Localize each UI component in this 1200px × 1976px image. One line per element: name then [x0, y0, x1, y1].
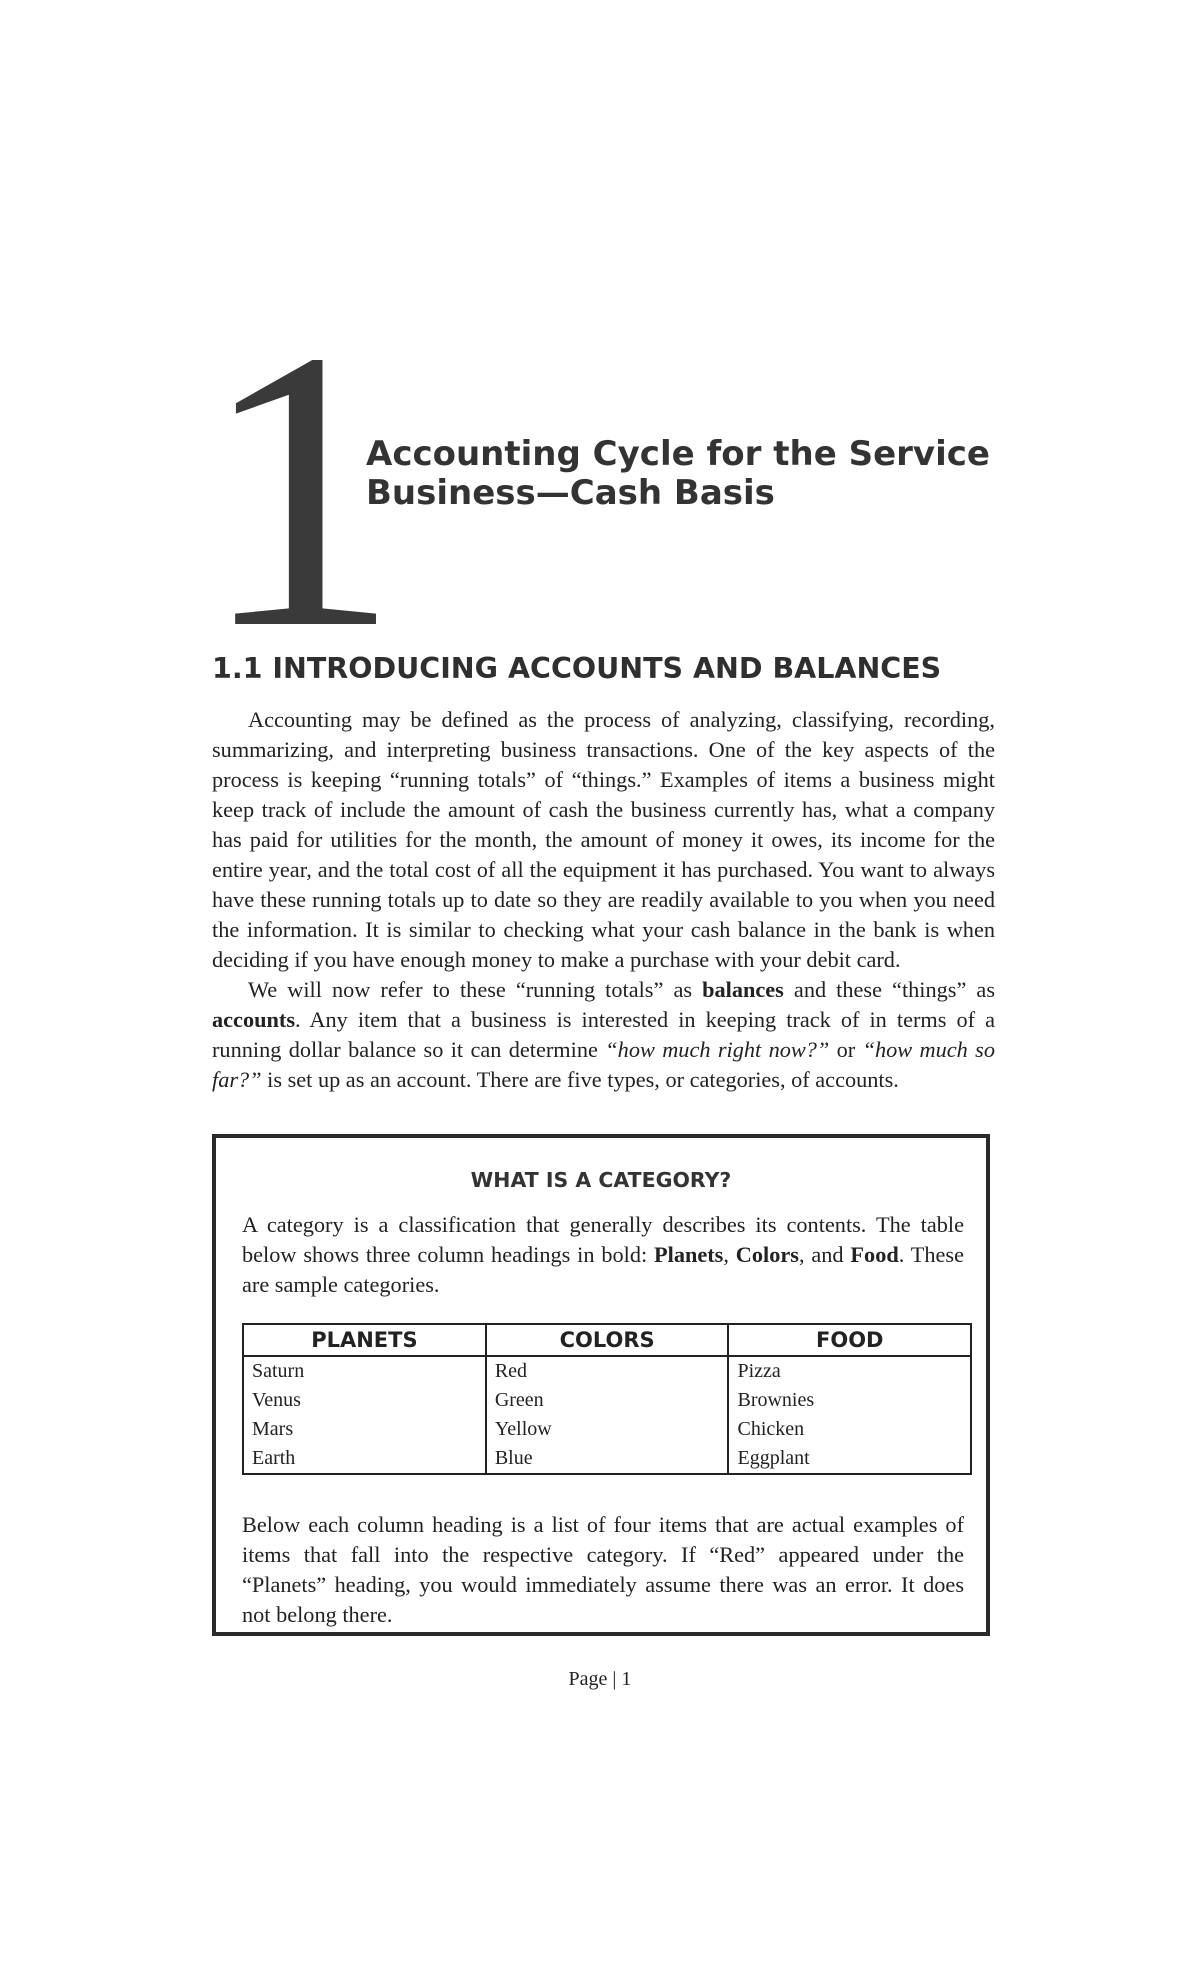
table-cell: Saturn: [243, 1356, 486, 1386]
paragraph-2-text: is set up as an account. There are five types, or categories, of accounts.: [261, 1067, 899, 1092]
category-box-title: WHAT IS A CATEGORY?: [470, 1168, 732, 1192]
question-how-much-so-far: “how much so far?”: [212, 1037, 995, 1092]
table-header-row: [243, 1324, 971, 1356]
table-cell: Pizza: [728, 1356, 971, 1386]
table-cell: Earth: [243, 1444, 486, 1474]
table-cell: Eggplant: [728, 1444, 971, 1474]
category-callout-box: [212, 1134, 990, 1636]
table-cell: Red: [486, 1356, 729, 1386]
paragraph-2-text: We will now refer to these “running totals” as: [248, 977, 703, 1002]
paragraph-2-text: and these “things” as: [783, 977, 996, 1002]
intro-text: ,: [723, 1242, 736, 1267]
intro-bold-colors: Colors: [735, 1242, 799, 1267]
paragraph-2-text: or: [829, 1037, 863, 1062]
table-cell: Venus: [243, 1386, 486, 1415]
table-cell: Mars: [243, 1415, 486, 1444]
section-heading: 1.1 INTRODUCING ACCOUNTS AND BALANCES: [212, 652, 942, 685]
term-accounts: accounts: [212, 1007, 295, 1032]
page-number: Page | 1: [568, 1668, 632, 1690]
paragraph-1: Accounting may be defined as the process of analyzing, classifying, recording, summarizing, and interpreting business transactions. One of the key aspects of the process is keeping “running totals” of “things.” Examples of items a business might keep track of include the amount of cash the business currently has, what a company has paid for utilities for the month, the amount of money it owes, its income for the entire year, and the total cost of all the equipment it has purchased. You want to always have these running totals up to date so they are readily available to you when you need the information. It is similar to checking what your cash balance in the bank is when deciding if you have enough money to make a purchase with your debit card.: [212, 707, 995, 972]
category-box-outro: Below each column heading is a list of four items that are actual examples of items that fall into the respective category. If “Red” appeared under the “Planets” heading, you would immediately assume there was an error. It does not belong there.: [242, 1512, 964, 1627]
header-planets: PLANETS: [243, 1324, 486, 1356]
paragraph-2-text: . Any item that a business is interested in keeping track of in terms of a running dollar balance so it can determine: [212, 1007, 995, 1062]
header-food: FOOD: [728, 1324, 971, 1356]
chapter-number: 1: [200, 268, 400, 711]
table-row: [243, 1415, 971, 1444]
intro-bold-food: Food: [850, 1242, 899, 1267]
body-text: [212, 705, 995, 1095]
intro-text: , and: [798, 1242, 851, 1267]
chapter-title: [366, 435, 1066, 513]
question-how-much-now: “how much right now?”: [605, 1037, 830, 1062]
table-row: [243, 1386, 971, 1415]
table-cell: Yellow: [486, 1415, 729, 1444]
table-cell: Blue: [486, 1444, 729, 1474]
term-balances: balances: [702, 977, 784, 1002]
table-cell: Brownies: [728, 1386, 971, 1415]
intro-text: A category is a classification that generally describes its contents. The table below shows three column headings in bold:: [242, 1212, 964, 1267]
header-colors: COLORS: [486, 1324, 729, 1356]
category-table: [242, 1323, 972, 1475]
table-row: [243, 1444, 971, 1474]
chapter-title-line2: Business—Cash Basis: [366, 473, 775, 513]
intro-text: . These are sample categories.: [242, 1242, 964, 1297]
intro-bold-planets: Planets: [654, 1242, 724, 1267]
paragraph-2: [212, 975, 995, 1095]
category-box-intro: [242, 1210, 964, 1300]
chapter-title-line1: Accounting Cycle for the Service: [366, 434, 990, 474]
table-cell: Green: [486, 1386, 729, 1415]
table-row: [243, 1356, 971, 1386]
table-cell: Chicken: [728, 1415, 971, 1444]
